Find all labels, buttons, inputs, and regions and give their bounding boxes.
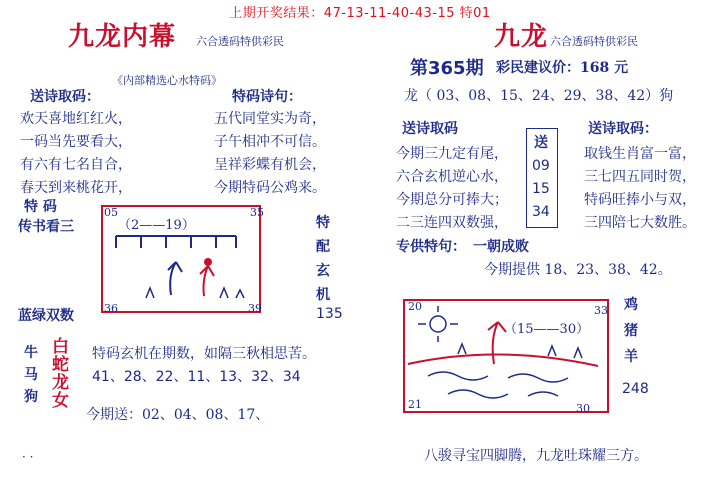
footer-line: 八骏寻宝四脚腾，九龙吐珠耀三方。: [424, 448, 648, 464]
today-line: 今期送：02、04、08、17、: [86, 407, 270, 423]
left-pic-bl: 36: [104, 302, 118, 315]
side-vertical-3: 玄: [316, 263, 330, 279]
animal-mid-4: 女: [52, 391, 69, 411]
left-pic-tl: 05: [104, 206, 118, 219]
animal-left-2: 马: [24, 367, 38, 383]
animal-mid-2: 蛇: [52, 355, 69, 375]
right-animal-1: 鸡: [624, 297, 638, 313]
xuanji-line: 特码玄机在期数，如隔三秋相思苦。: [92, 346, 316, 362]
right-number: 248: [622, 381, 649, 397]
dragon-line: 龙（ 03、08、15、24、29、38、42）狗: [404, 88, 674, 104]
last-draw-result: 上期开奖结果：47-13-11-40-43-15 特01: [229, 6, 491, 21]
animal-mid-1: 白: [52, 337, 69, 357]
tema-poem-line-1: 五代同堂实为奇，: [214, 111, 326, 127]
right-pic-tr: 33: [594, 304, 608, 317]
right-pic-br: 30: [576, 402, 590, 415]
left-pic-arrow: （2——19）: [118, 218, 195, 233]
right-pic-tl: 20: [408, 300, 422, 313]
left-title: 九龙内幕: [68, 22, 177, 52]
special-line: 专供特句： 一朝成败: [396, 239, 529, 255]
left-poem-heading: 送诗取码：: [30, 89, 100, 105]
tebie-label: 特 码: [24, 199, 57, 215]
right-poem-a-3: 今期总分可捧大；: [396, 192, 508, 208]
animal-left-1: 牛: [24, 345, 38, 361]
send-number-3: 34: [532, 204, 550, 220]
provide-line: 今期提供 18、23、38、42。: [484, 262, 672, 278]
side-vertical-1: 特: [316, 215, 330, 231]
right-poem-a-4: 二三连四双数强，: [396, 215, 508, 231]
left-banner: 《内部精选心水特码》: [112, 74, 222, 87]
numbers-line: 41、28、22、11、13、32、34: [92, 369, 301, 385]
left-poem-line-2: 一码当先要看大，: [20, 134, 132, 150]
right-pic-bl: 21: [408, 398, 422, 411]
right-poem-a-2: 六合玄机逆心水，: [396, 169, 508, 185]
right-pic-arrow: （15——30）: [504, 322, 590, 337]
side-vertical-2: 配: [316, 239, 330, 255]
corner-dots: · ·: [22, 450, 34, 464]
right-animal-3: 羊: [624, 349, 638, 365]
left-poem-line-4: 春天到来桃花开，: [20, 180, 132, 196]
animal-left-3: 狗: [24, 389, 38, 405]
chuanshu-label: 传书看三: [18, 219, 74, 235]
issue-number: 第365期: [410, 58, 484, 79]
right-title: 九龙: [494, 22, 549, 52]
right-poem-b-1: 取钱生肖富一富，: [584, 146, 696, 162]
right-poem-heading-left: 特码诗句：: [232, 89, 302, 105]
left-poem-line-1: 欢天喜地红红火，: [20, 111, 132, 127]
right-poem-b-3: 特码旺捧小与双，: [584, 192, 696, 208]
lanlv-label: 蓝绿双数: [18, 308, 74, 324]
right-subtitle: 六合透码特供彩民: [550, 35, 638, 48]
tema-poem-line-3: 呈祥彩蝶有机会，: [214, 157, 326, 173]
send-number-1: 09: [532, 158, 550, 174]
right-animal-2: 猪: [624, 323, 638, 339]
right-poem-heading-a: 送诗取码: [402, 121, 458, 137]
side-number: 135: [316, 306, 343, 322]
animal-mid-3: 龙: [52, 373, 69, 393]
right-poem-b-2: 三七四五同时贺，: [584, 169, 696, 185]
tema-poem-line-2: 子午相冲不可信。: [214, 134, 326, 150]
right-poem-a-1: 今期三九定有尾，: [396, 146, 508, 162]
send-number-2: 15: [532, 181, 550, 197]
left-pic-tr: 35: [250, 206, 264, 219]
right-picture-box: [398, 294, 614, 418]
side-vertical-4: 机: [316, 287, 330, 303]
left-subtitle: 六合透码特供彩民: [196, 35, 284, 48]
tema-poem-line-4: 今期特码公鸡来。: [214, 180, 326, 196]
left-poem-line-3: 有六有七名自合，: [20, 157, 132, 173]
send-label: 送: [534, 135, 548, 151]
left-pic-br: 39: [248, 302, 262, 315]
right-poem-b-4: 三四陪七大数胜。: [584, 215, 696, 231]
advice-price: 彩民建议价：168 元: [496, 60, 629, 76]
right-poem-heading-b: 送诗取码：: [588, 121, 658, 137]
